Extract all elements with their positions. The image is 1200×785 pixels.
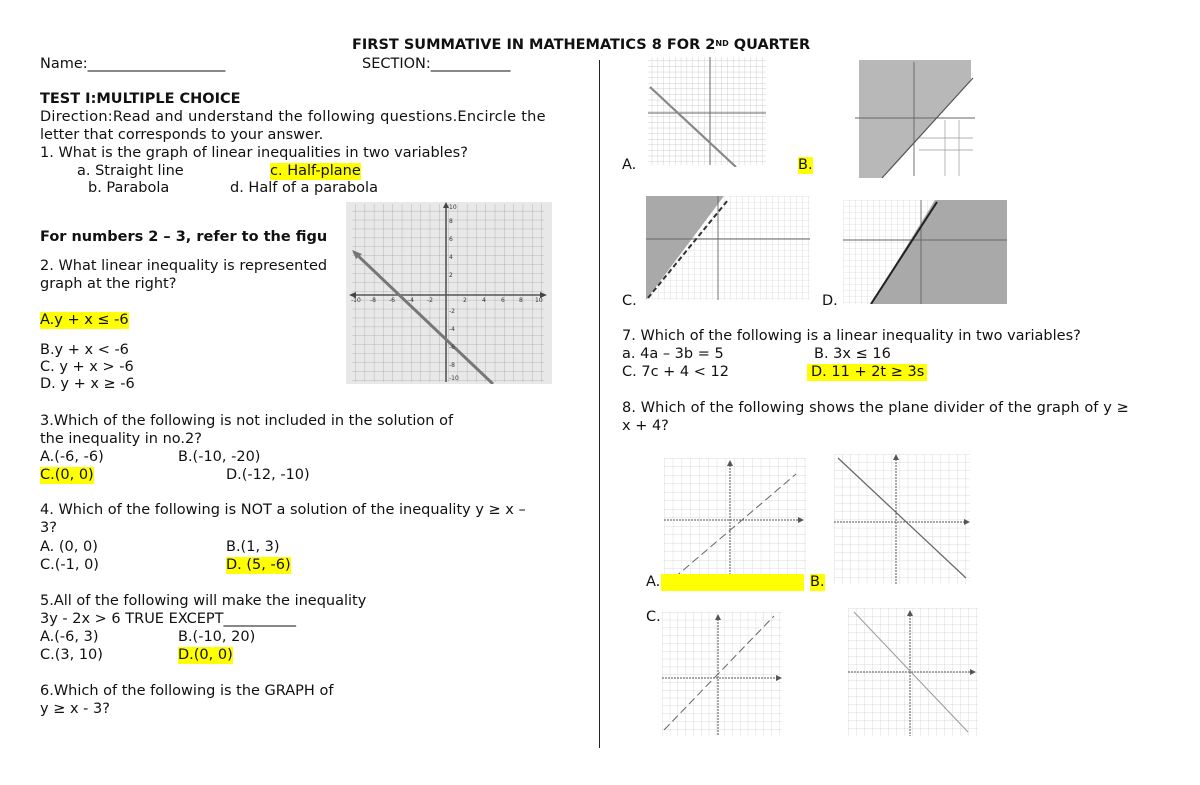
q2-y-tick: 10 xyxy=(449,204,457,211)
q2-y-tick: -4 xyxy=(449,326,455,333)
q2-y-tick: -2 xyxy=(449,308,455,315)
q2-y-tick: -8 xyxy=(449,362,455,369)
q2-x-tick: 8 xyxy=(519,297,523,304)
q5-option-b: B.(-10, 20) xyxy=(178,629,256,645)
q2-3-intro: For numbers 2 – 3, refer to the figu xyxy=(40,229,328,245)
q1-question: 1. What is the graph of linear inequalities in two variables? xyxy=(40,145,468,161)
q2-y-tick: 2 xyxy=(449,272,453,279)
q4-question-line-2: 3? xyxy=(40,520,57,536)
q2-question-line-2: graph at the right? xyxy=(40,276,177,292)
column-divider xyxy=(599,60,600,748)
q4-option-d: D. (5, -6) xyxy=(226,557,291,573)
q2-option-c: C. y + x > -6 xyxy=(40,359,134,375)
q2-x-tick: -4 xyxy=(408,297,414,304)
q3-option-c: C.(0, 0) xyxy=(40,467,94,483)
q2-x-tick: 10 xyxy=(535,297,543,304)
q1-option-c: c. Half-plane xyxy=(270,163,361,179)
q8-question-line-1: 8. Which of the following shows the plane divider of the graph of y ≥ xyxy=(622,400,1129,416)
name-field-label: Name:___________________ xyxy=(40,56,226,72)
q2-x-tick: -2 xyxy=(427,297,433,304)
direction-line-2: letter that corresponds to your answer. xyxy=(40,127,324,143)
q3-option-b: B.(-10, -20) xyxy=(178,449,261,465)
q2-x-tick: -10 xyxy=(351,297,361,304)
q3-option-d: D.(-12, -10) xyxy=(226,467,310,483)
direction-line-1: Direction:Read and understand the following questions.Encircle the xyxy=(40,109,546,125)
q8-highlight-bar xyxy=(661,574,804,591)
q2-question-line-1: 2. What linear inequality is represented xyxy=(40,258,328,274)
q6-question-line-1: 6.Which of the following is the GRAPH of xyxy=(40,683,334,699)
q8-graph-c xyxy=(662,612,782,736)
q2-option-a: A.y + x ≤ -6 xyxy=(40,312,129,328)
q2-y-tick: 8 xyxy=(449,218,453,225)
q2-x-tick: 2 xyxy=(463,297,467,304)
q6-label-d: D. xyxy=(822,293,838,309)
title-superscript: ND xyxy=(715,39,729,48)
q3-question-line-2: the inequality in no.2? xyxy=(40,431,202,447)
q2-y-tick: -10 xyxy=(449,375,459,382)
q3-option-a: A.(-6, -6) xyxy=(40,449,104,465)
q5-question-line-1: 5.All of the following will make the inequality xyxy=(40,593,367,609)
q8-label-a: A. xyxy=(646,574,661,590)
q4-question-line-1: 4. Which of the following is NOT a solution of the inequality y ≥ x – xyxy=(40,502,526,518)
q6-label-a: A. xyxy=(622,157,637,173)
q1-option-b: b. Parabola xyxy=(88,180,170,196)
q7-option-a: a. 4a – 3b = 5 xyxy=(622,346,724,362)
q5-option-a: A.(-6, 3) xyxy=(40,629,99,645)
q6-graph-a xyxy=(646,55,768,167)
q2-y-tick: -6 xyxy=(449,344,455,351)
q6-graph-b xyxy=(845,60,983,178)
q3-question-line-1: 3.Which of the following is not included in the solution of xyxy=(40,413,454,429)
q2-x-tick: 4 xyxy=(482,297,486,304)
q7-option-d: D. 11 + 2t ≥ 3s xyxy=(807,364,927,381)
q2-y-tick: 6 xyxy=(449,236,453,243)
q2-graph xyxy=(346,202,552,384)
title-text: FIRST SUMMATIVE IN MATHEMATICS 8 FOR 2 xyxy=(352,37,716,53)
q5-option-c: C.(3, 10) xyxy=(40,647,103,663)
q4-option-a: A. (0, 0) xyxy=(40,539,98,555)
q2-option-d: D. y + x ≥ -6 xyxy=(40,376,135,392)
q1-option-a: a. Straight line xyxy=(77,163,184,179)
q6-label-b: B. xyxy=(798,157,813,173)
q8-question-line-2: x + 4? xyxy=(622,418,669,434)
q6-graph-c xyxy=(646,196,810,300)
q6-question-line-2: y ≥ x - 3? xyxy=(40,701,110,717)
q2-x-tick: -8 xyxy=(370,297,376,304)
page-title xyxy=(352,37,810,55)
q7-option-c: C. 7c + 4 < 12 xyxy=(622,364,729,380)
q8-label-c: C. xyxy=(646,609,661,625)
section-field-label: SECTION:___________ xyxy=(362,56,511,72)
q1-option-d: d. Half of a parabola xyxy=(230,180,378,196)
q8-graph-a xyxy=(664,458,806,580)
q5-question-line-2: 3y - 2x > 6 TRUE EXCEPT__________ xyxy=(40,611,297,627)
q7-question: 7. Which of the following is a linear inequality in two variables? xyxy=(622,328,1081,344)
q6-label-c: C. xyxy=(622,293,637,309)
q4-option-b: B.(1, 3) xyxy=(226,539,280,555)
q4-option-c: C.(-1, 0) xyxy=(40,557,99,573)
q8-graph-d xyxy=(848,608,978,736)
q5-option-d: D.(0, 0) xyxy=(178,647,233,663)
title-tail: QUARTER xyxy=(728,37,811,53)
q8-graph-b xyxy=(834,454,970,584)
q2-y-tick: 4 xyxy=(449,254,453,261)
q2-x-tick: 6 xyxy=(501,297,505,304)
q6-graph-d xyxy=(843,200,1007,304)
q2-x-tick: -6 xyxy=(389,297,395,304)
q2-option-b: B.y + x < -6 xyxy=(40,342,129,358)
test-heading: TEST I:MULTIPLE CHOICE xyxy=(40,91,241,107)
q8-label-b: B. xyxy=(810,574,825,590)
q7-option-b: B. 3x ≤ 16 xyxy=(814,346,891,362)
